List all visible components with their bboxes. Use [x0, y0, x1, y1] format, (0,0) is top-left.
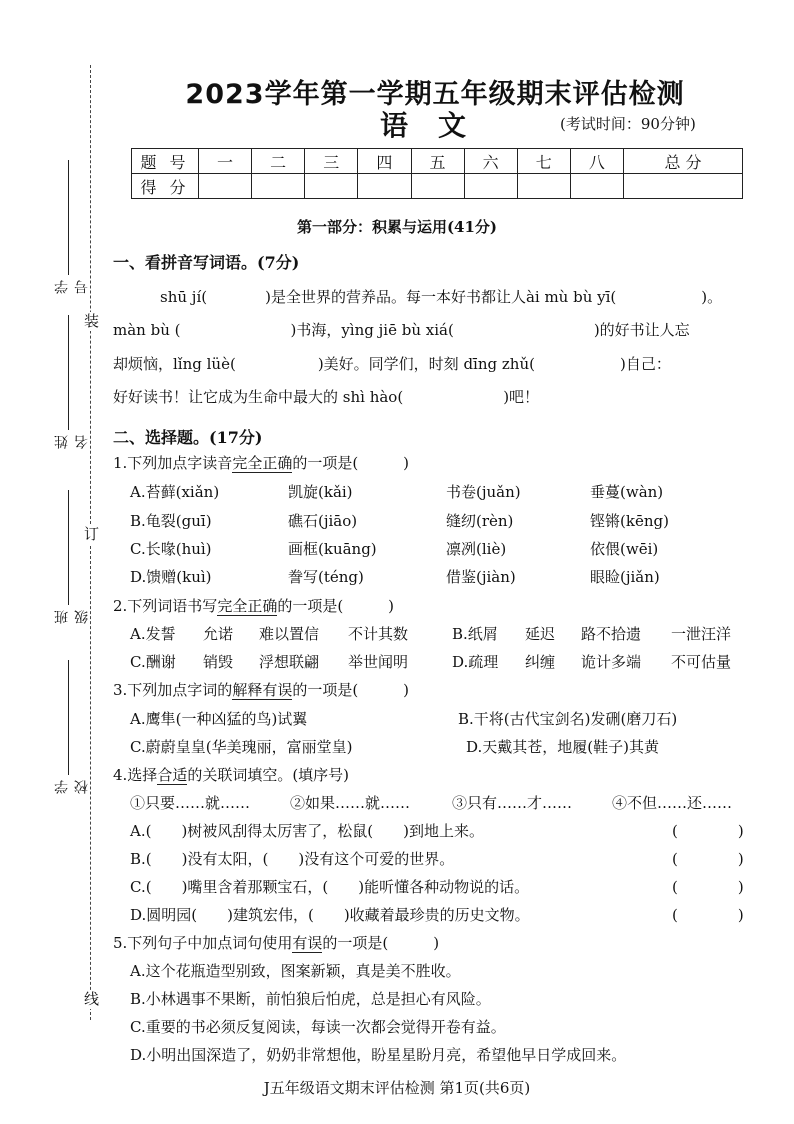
conjunction-choice: ④不但……还…… [612, 794, 733, 812]
option-text: 路不拾遗 [581, 625, 642, 643]
option-text: D.疏理 [452, 653, 499, 671]
question-stem: 3.下列加点字词的解释有误的一项是( ) [113, 681, 410, 699]
option-text: 依偎(wēi) [590, 540, 659, 558]
option-text: 浮想联翩 [259, 653, 320, 671]
option-text: C.长喙(huì) [130, 540, 212, 558]
option-text: D.小明出国深造了，奶奶非常想他，盼星星盼月亮，希望他早日学成回来。 [130, 1046, 627, 1064]
pinyin-line: 好好读书！让它成为生命中最大的 shì hào( )吧！ [113, 388, 540, 406]
option-text: 凯旋(kǎi) [288, 483, 353, 501]
option-text: 纠缠 [525, 653, 556, 671]
question-stem: 5.下列句子中加点词句使用有误的一项是( ) [113, 934, 440, 952]
question-stem: 4.选择合适的关联词填空。(填序号) [113, 766, 350, 784]
binding-char: 线 [84, 990, 100, 1008]
option-text: 眼睑(jiǎn) [590, 568, 660, 586]
fill-item: D.圆明园( )建筑宏伟，( )收藏着最珍贵的历史文物。 [130, 906, 530, 924]
answer-parens[interactable]: ( ) [672, 822, 744, 840]
score-row-label: 得 分 [132, 174, 199, 199]
score-input-cell[interactable] [624, 174, 743, 199]
score-header-cell: 七 [517, 149, 570, 174]
option-text: A.发誓 [130, 625, 176, 643]
time-note: (考试时间：90分钟) [560, 115, 696, 133]
option-text: 借鉴(jiàn) [446, 568, 516, 586]
option-text: 延迟 [525, 625, 556, 643]
score-header-cell: 二 [252, 149, 305, 174]
subject-title: 语文 [380, 109, 497, 142]
pinyin-line: 却烦恼，lǐng lüè( )美好。同学们，时刻 dīng zhǔ( )自己： [113, 355, 671, 373]
option-text: B.干将(古代宝剑名)发硎(磨刀石) [458, 710, 678, 728]
option-text: C.酬谢 [130, 653, 176, 671]
option-text: 礁石(jiāo) [288, 512, 358, 530]
pinyin-line: màn bù ( )书海，yìng jiē bù xiá( )的好书让人忘 [113, 321, 690, 339]
score-table-score-row [132, 174, 743, 199]
score-input-cell[interactable] [570, 174, 623, 199]
answer-parens[interactable]: ( ) [672, 878, 744, 896]
score-input-cell[interactable] [199, 174, 252, 199]
option-text: B.纸屑 [452, 625, 498, 643]
fill-item: C.( )嘴里含着那颗宝石，( )能听懂各种动物说的话。 [130, 878, 530, 896]
page-title: 2023学年第一学期五年级期末评估检测 [185, 79, 685, 110]
option-text: B.龟裂(guī) [130, 512, 212, 530]
option-text: A.鹰隼(一种凶猛的鸟)试翼 [130, 710, 308, 728]
score-header-cell: 五 [411, 149, 464, 174]
option-text: 垂蔓(wàn) [590, 483, 664, 501]
score-header-cell: 一 [199, 149, 252, 174]
score-input-cell[interactable] [358, 174, 411, 199]
score-header-cell: 四 [358, 149, 411, 174]
conjunction-choice: ①只要……就…… [130, 794, 251, 812]
option-text: C.重要的书必须反复阅读，每读一次都会觉得开卷有益。 [130, 1018, 506, 1036]
option-text: A.这个花瓶造型别致，图案新颖，真是美不胜收。 [130, 962, 461, 980]
option-text: 难以置信 [259, 625, 320, 643]
answer-parens[interactable]: ( ) [672, 850, 744, 868]
score-header-cell: 三 [305, 149, 358, 174]
option-text: 画框(kuāng) [288, 540, 377, 558]
option-text: 一泄汪洋 [671, 625, 732, 643]
option-text: 誊写(téng) [288, 568, 364, 586]
option-text: 缝纫(rèn) [446, 512, 514, 530]
option-text: D.天戴其苍，地履(鞋子)其黄 [466, 738, 659, 756]
score-header-label: 题 号 [132, 149, 199, 174]
section-title: 一、看拼音写词语。(7分) [113, 253, 300, 272]
score-input-cell[interactable] [252, 174, 305, 199]
option-text: 不可估量 [671, 653, 732, 671]
option-text: 不计其数 [348, 625, 409, 643]
option-text: C.蔚蔚皇皇(华美瑰丽，富丽堂皇) [130, 738, 353, 756]
option-text: 铿锵(kēng) [590, 512, 669, 530]
option-text: A.苔藓(xiǎn) [130, 483, 220, 501]
question-stem: 1.下列加点字读音完全正确的一项是( ) [113, 454, 410, 472]
fill-item: B.( )没有太阳，( )没有这个可爱的世界。 [130, 850, 455, 868]
part-title: 第一部分：积累与运用(41分) [296, 218, 498, 236]
option-text: 允诺 [203, 625, 234, 643]
option-text: D.馈赠(kuì) [130, 568, 212, 586]
binding-char: 订 [84, 525, 100, 543]
page-footer: J五年级语文期末评估检测 第1页(共6页) [263, 1079, 531, 1097]
score-input-cell[interactable] [411, 174, 464, 199]
option-text: 凛冽(liè) [446, 540, 507, 558]
score-input-cell[interactable] [464, 174, 517, 199]
conjunction-choice: ②如果……就…… [290, 794, 411, 812]
option-text: 举世闻明 [348, 653, 409, 671]
conjunction-choice: ③只有……才…… [452, 794, 573, 812]
score-header-total: 总 分 [624, 149, 743, 174]
option-text: B.小林遇事不果断，前怕狼后怕虎，总是担心有风险。 [130, 990, 491, 1008]
answer-parens[interactable]: ( ) [672, 906, 744, 924]
section-title: 二、选择题。(17分) [113, 428, 263, 447]
option-text: 书卷(juǎn) [446, 483, 521, 501]
score-header-cell: 八 [570, 149, 623, 174]
score-header-cell: 六 [464, 149, 517, 174]
score-table [131, 148, 743, 199]
binding-char: 装 [84, 312, 100, 330]
score-input-cell[interactable] [305, 174, 358, 199]
pinyin-line: shū jí( )是全世界的营养品。每一本好书都让人ài mù bù yī( )。 [160, 288, 723, 306]
score-table-header-row [132, 149, 743, 174]
fill-item: A.( )树被风刮得太厉害了，松鼠( )到地上来。 [130, 822, 485, 840]
option-text: 诡计多端 [581, 653, 642, 671]
score-input-cell[interactable] [517, 174, 570, 199]
option-text: 销毁 [203, 653, 234, 671]
question-stem: 2.下列词语书写完全正确的一项是( ) [113, 597, 395, 615]
